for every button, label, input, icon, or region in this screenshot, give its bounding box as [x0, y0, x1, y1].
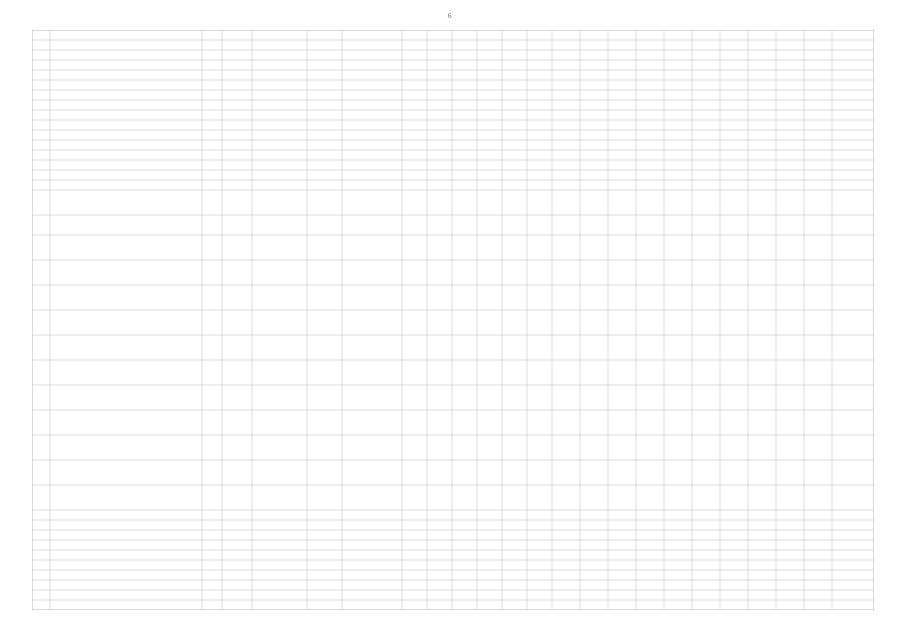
table-border: [32, 30, 874, 610]
page-number: 6: [448, 12, 452, 20]
report-table-sheet: [32, 30, 874, 610]
row-lines: [32, 40, 874, 600]
column-lines: [50, 30, 832, 610]
table-grid: [32, 30, 874, 610]
